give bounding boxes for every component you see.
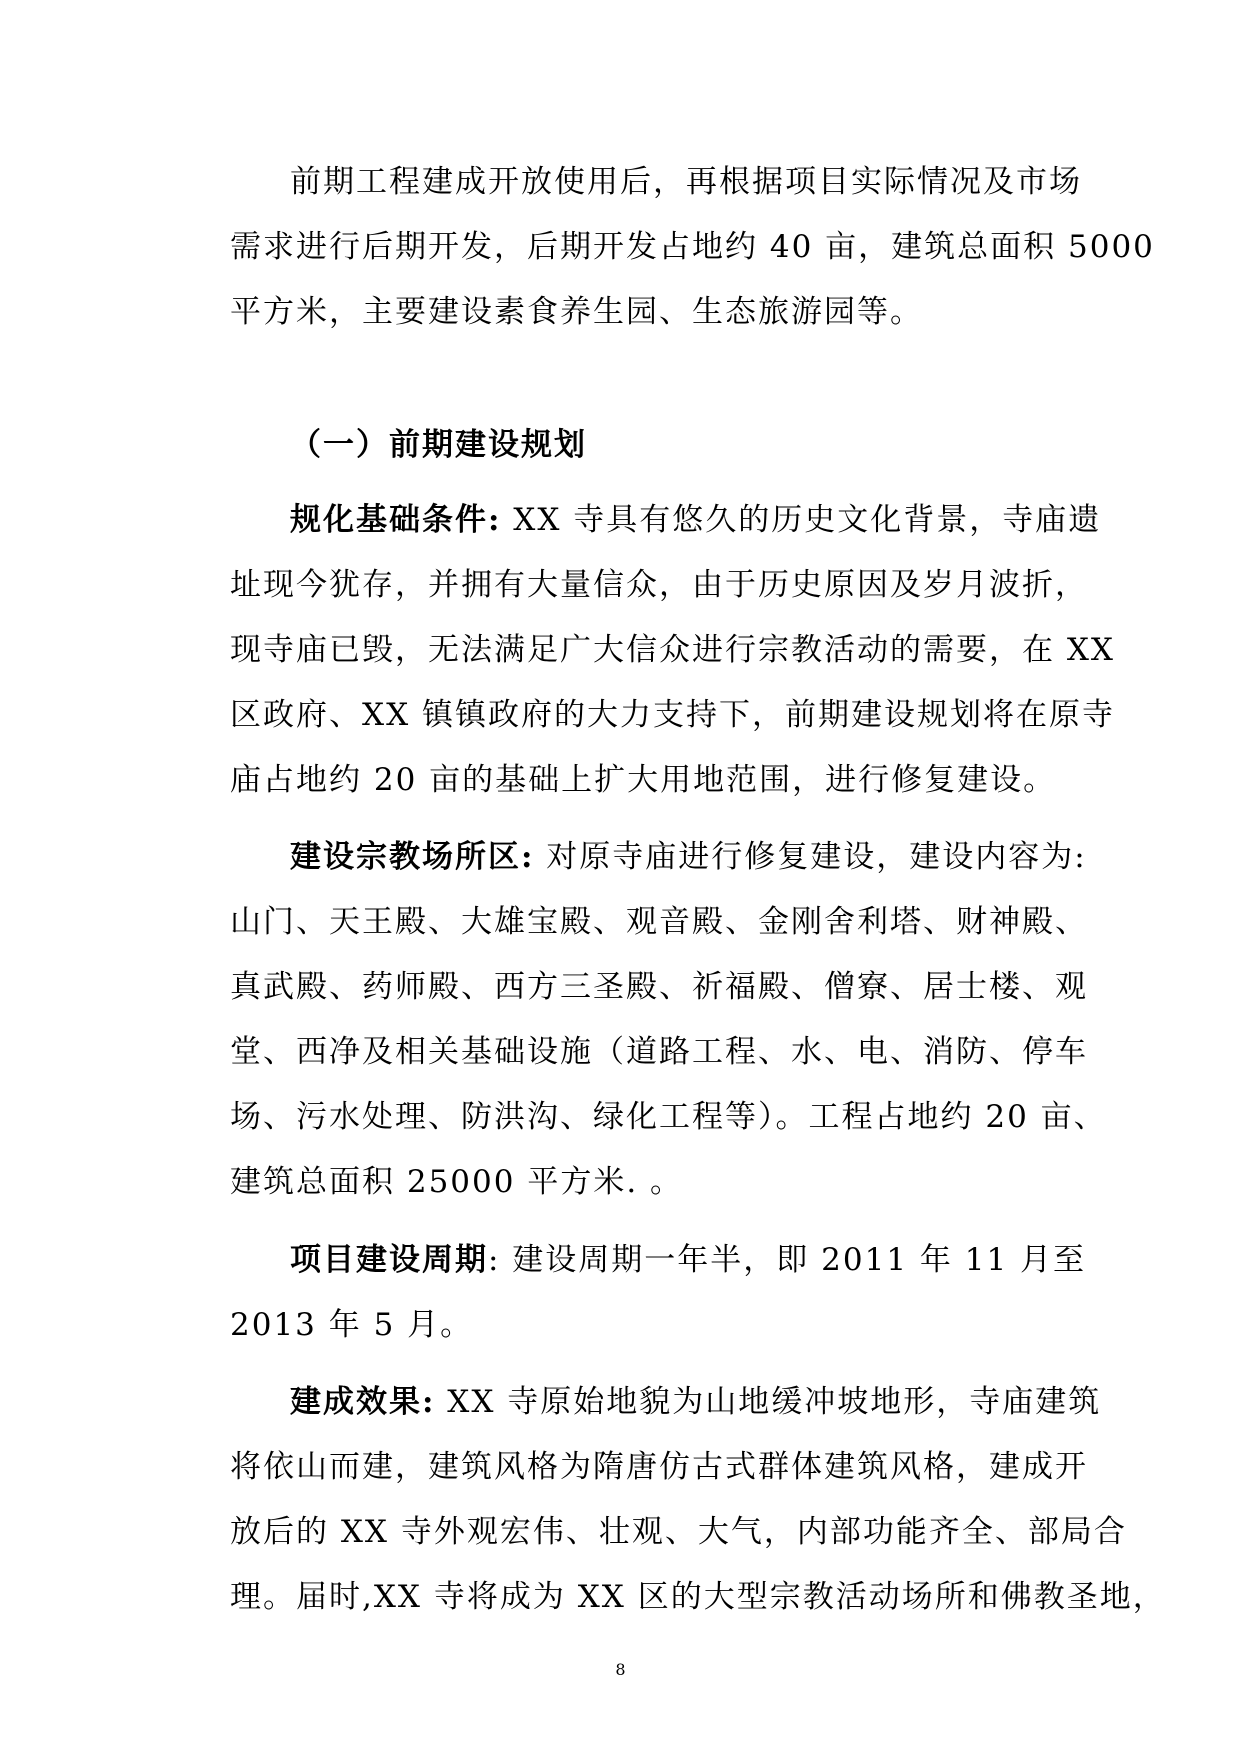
paragraph-line bbox=[290, 1370, 1102, 1434]
paragraph-line: 平方米，主要建设素食养生园、生态旅游园等。 bbox=[230, 294, 923, 330]
paragraph-line: 现寺庙已毁，无法满足广大信众进行宗教活动的需要，在 XX bbox=[230, 632, 1115, 668]
paragraph-line bbox=[290, 825, 1087, 889]
paragraph-line: 真武殿、药师殿、西方三圣殿、祈福殿、僧寮、居士楼、观 bbox=[230, 969, 1088, 1005]
paragraph-line bbox=[290, 488, 1102, 552]
paragraph-line: 址现今犹存，并拥有大量信众，由于历史原因及岁月波折， bbox=[230, 567, 1088, 603]
paragraph-text: XX 寺具有悠久的历史文化背景，寺庙遗 bbox=[501, 502, 1102, 538]
paragraph-text: : 建设周期一年半，即 2011 年 11 月至 bbox=[488, 1242, 1087, 1278]
paragraph-label: 建设宗教场所区: bbox=[290, 839, 535, 875]
paragraph-line: 放后的 XX 寺外观宏伟、壮观、大气，内部功能齐全、部局合 bbox=[230, 1514, 1127, 1550]
paragraph-label: 项目建设周期 bbox=[290, 1242, 488, 1278]
paragraph-line: 区政府、XX 镇镇政府的大力支持下，前期建设规划将在原寺 bbox=[230, 697, 1115, 733]
paragraph-line: 山门、天王殿、大雄宝殿、观音殿、金刚舍利塔、财神殿、 bbox=[230, 904, 1088, 940]
paragraph-line: 场、污水处理、防洪沟、绿化工程等）。工程占地约 20 亩、 bbox=[230, 1099, 1107, 1135]
paragraph-line: 建筑总面积 25000 平方米. 。 bbox=[230, 1164, 684, 1200]
paragraph-line: 理。届时,XX 寺将成为 XX 区的大型宗教活动场所和佛教圣地， bbox=[230, 1579, 1166, 1615]
page-number: 8 bbox=[615, 1660, 626, 1679]
paragraph-text: 对原寺庙进行修复建设，建设内容为: bbox=[534, 839, 1087, 875]
paragraph-text: XX 寺原始地貌为山地缓冲坡地形，寺庙建筑 bbox=[435, 1384, 1102, 1420]
paragraph-line: 2013 年 5 月。 bbox=[230, 1307, 474, 1343]
paragraph-line: 庙占地约 20 亩的基础上扩大用地范围，进行修复建设。 bbox=[230, 762, 1057, 798]
paragraph-label: 规化基础条件: bbox=[290, 502, 502, 538]
paragraph-line: 前期工程建成开放使用后，再根据项目实际情况及市场 bbox=[290, 164, 1082, 200]
section-heading: （一）前期建设规划 bbox=[290, 427, 587, 463]
paragraph-line bbox=[290, 1228, 1087, 1292]
paragraph-line: 需求进行后期开发，后期开发占地约 40 亩，建筑总面积 5000 bbox=[230, 229, 1155, 265]
paragraph-line: 堂、西净及相关基础设施（道路工程、水、电、消防、停车 bbox=[230, 1034, 1088, 1070]
paragraph-line: 将依山而建，建筑风格为隋唐仿古式群体建筑风格，建成开 bbox=[230, 1449, 1088, 1485]
paragraph-label: 建成效果: bbox=[290, 1384, 436, 1420]
